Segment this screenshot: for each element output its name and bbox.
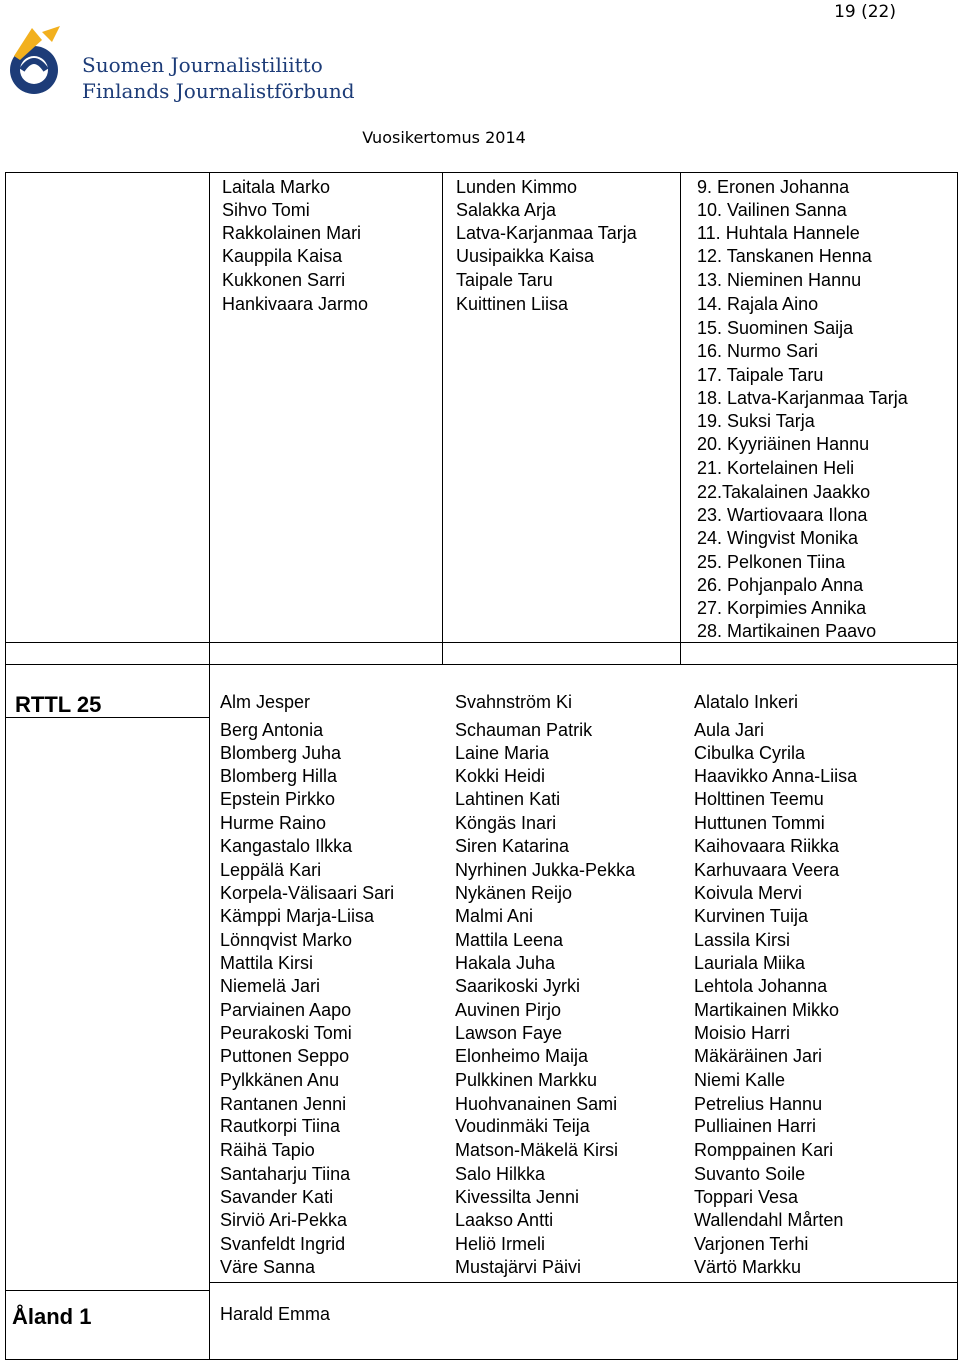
- list-item: Hankivaara Jarmo: [222, 294, 369, 314]
- list-item: Kurvinen Tuija: [694, 906, 809, 926]
- list-item: Saarikoski Jyrki: [455, 976, 581, 996]
- list-item: Koivula Mervi: [694, 883, 803, 903]
- list-item: Lassila Kirsi: [694, 930, 791, 950]
- section-label-rttl: RTTL 25: [15, 692, 102, 717]
- list-item: Blomberg Hilla: [220, 766, 338, 786]
- logo-line-2: Finlands Journalistförbund: [82, 79, 355, 103]
- list-item: Savander Kati: [220, 1187, 334, 1207]
- list-item: 9. Eronen Johanna: [697, 177, 850, 197]
- list-item: Heliö Irmeli: [455, 1234, 546, 1254]
- list-item: Nykänen Reijo: [455, 883, 573, 903]
- list-item: Mäkäräinen Jari: [694, 1046, 823, 1066]
- list-item: Lönnqvist Marko: [220, 930, 353, 950]
- list-item: Leppälä Kari: [220, 860, 322, 880]
- list-item: Petrelius Hannu: [694, 1094, 823, 1114]
- list-item: Alm Jesper: [220, 692, 311, 712]
- list-item: Kuittinen Liisa: [456, 294, 569, 314]
- list-item: Harald Emma: [220, 1304, 331, 1324]
- list-item: Huohvanainen Sami: [455, 1094, 618, 1114]
- list-item: 21. Kortelainen Heli: [697, 458, 855, 478]
- list-item: 25. Pelkonen Tiina: [697, 552, 846, 572]
- list-item: Niemi Kalle: [694, 1070, 786, 1090]
- list-item: Siren Katarina: [455, 836, 570, 856]
- list-item: Blomberg Juha: [220, 743, 342, 763]
- list-item: 27. Korpimies Annika: [697, 598, 867, 618]
- list-item: Suvanto Soile: [694, 1164, 806, 1184]
- list-item: Pulkkinen Markku: [455, 1070, 598, 1090]
- list-item: Laitala Marko: [222, 177, 331, 197]
- list-item: 23. Wartiovaara Ilona: [697, 505, 868, 525]
- list-item: 22.Takalainen Jaakko: [697, 482, 871, 502]
- list-item: Niemelä Jari: [220, 976, 321, 996]
- list-item: 14. Rajala Aino: [697, 294, 819, 314]
- list-item: Wallendahl Mårten: [694, 1210, 844, 1230]
- list-item: Kukkonen Sarri: [222, 270, 346, 290]
- section-label-aland: Åland 1: [12, 1304, 92, 1329]
- logo-line-1: Suomen Journalistiliitto: [82, 53, 323, 77]
- list-item: Rantanen Jenni: [220, 1094, 347, 1114]
- list-item: Rakkolainen Mari: [222, 223, 362, 243]
- list-item: Rautkorpi Tiina: [220, 1116, 341, 1136]
- list-item: Räihä Tapio: [220, 1140, 315, 1160]
- list-item: Toppari Vesa: [694, 1187, 799, 1207]
- list-item: Malmi Ani: [455, 906, 534, 926]
- list-item: Svahnström Ki: [455, 692, 573, 712]
- list-item: Aula Jari: [694, 720, 765, 740]
- list-item: Värtö Markku: [694, 1257, 802, 1277]
- list-item: Hakala Juha: [455, 953, 556, 973]
- list-item: Köngäs Inari: [455, 813, 557, 833]
- list-item: Mattila Leena: [455, 930, 564, 950]
- list-item: 19. Suksi Tarja: [697, 411, 815, 431]
- organization-logo: [2, 22, 355, 103]
- list-item: 24. Wingvist Monika: [697, 528, 859, 548]
- list-item: Santaharju Tiina: [220, 1164, 351, 1184]
- list-item: Huttunen Tommi: [694, 813, 825, 833]
- list-item: Berg Antonia: [220, 720, 324, 740]
- list-item: Alatalo Inkeri: [694, 692, 799, 712]
- list-item: Sihvo Tomi: [222, 200, 310, 220]
- list-item: Uusipaikka Kaisa: [456, 246, 595, 266]
- list-item: 17. Taipale Taru: [697, 365, 824, 385]
- list-item: Lunden Kimmo: [456, 177, 578, 197]
- list-item: Laakso Antti: [455, 1210, 554, 1230]
- list-item: 10. Vailinen Sanna: [697, 200, 847, 220]
- list-item: Schauman Patrik: [455, 720, 593, 740]
- list-item: 18. Latva-Karjanmaa Tarja: [697, 388, 908, 408]
- list-item: Salakka Arja: [456, 200, 557, 220]
- list-item: Kaihovaara Riikka: [694, 836, 840, 856]
- list-item: Kämppi Marja-Liisa: [220, 906, 375, 926]
- list-item: Kivessilta Jenni: [455, 1187, 580, 1207]
- list-item: Mattila Kirsi: [220, 953, 314, 973]
- list-item: 15. Suominen Saija: [697, 318, 854, 338]
- report-title: Vuosikertomus 2014: [362, 128, 526, 147]
- list-item: Elonheimo Maija: [455, 1046, 589, 1066]
- list-item: Martikainen Mikko: [694, 1000, 840, 1020]
- list-item: Pulliainen Harri: [694, 1116, 817, 1136]
- list-item: Lahtinen Kati: [455, 789, 561, 809]
- list-item: Parviainen Aapo: [220, 1000, 352, 1020]
- list-item: Voudinmäki Teija: [455, 1116, 590, 1136]
- list-item: Salo Hilkka: [455, 1164, 546, 1184]
- list-item: Cibulka Cyrila: [694, 743, 806, 763]
- list-item: Sirviö Ari-Pekka: [220, 1210, 348, 1230]
- list-item: Karhuvaara Veera: [694, 860, 840, 880]
- list-item: Mustajärvi Päivi: [455, 1257, 582, 1277]
- list-item: Moisio Harri: [694, 1023, 791, 1043]
- list-item: Lawson Faye: [455, 1023, 563, 1043]
- list-item: Matson-Mäkelä Kirsi: [455, 1140, 619, 1160]
- list-item: Nyrhinen Jukka-Pekka: [455, 860, 636, 880]
- list-item: 13. Nieminen Hannu: [697, 270, 862, 290]
- list-item: Lehtola Johanna: [694, 976, 828, 996]
- list-item: Romppainen Kari: [694, 1140, 834, 1160]
- list-item: Väre Sanna: [220, 1257, 316, 1277]
- list-item: 20. Kyyriäinen Hannu: [697, 434, 870, 454]
- list-item: 12. Tanskanen Henna: [697, 246, 872, 266]
- list-item: Pylkkänen Anu: [220, 1070, 340, 1090]
- list-item: 11. Huhtala Hannele: [697, 223, 860, 243]
- list-item: Korpela-Välisaari Sari: [220, 883, 395, 903]
- list-item: Kauppila Kaisa: [222, 246, 343, 266]
- list-item: Peurakoski Tomi: [220, 1023, 352, 1043]
- page-number: 19 (22): [834, 2, 896, 22]
- list-item: Puttonen Seppo: [220, 1046, 350, 1066]
- list-item: Laine Maria: [455, 743, 550, 763]
- list-item: Hurme Raino: [220, 813, 327, 833]
- list-item: 26. Pohjanpalo Anna: [697, 575, 864, 595]
- list-item: Haavikko Anna-Liisa: [694, 766, 858, 786]
- list-item: Kangastalo Ilkka: [220, 836, 353, 856]
- list-item: Svanfeldt Ingrid: [220, 1234, 346, 1254]
- list-item: Lauriala Miika: [694, 953, 806, 973]
- list-item: Auvinen Pirjo: [455, 1000, 562, 1020]
- list-item: Varjonen Terhi: [694, 1234, 809, 1254]
- logo-emblem-icon: [2, 22, 82, 102]
- list-item: Taipale Taru: [456, 270, 553, 290]
- list-item: 28. Martikainen Paavo: [697, 621, 877, 641]
- list-item: Latva-Karjanmaa Tarja: [456, 223, 637, 243]
- list-item: Holttinen Teemu: [694, 789, 824, 809]
- list-item: 16. Nurmo Sari: [697, 341, 819, 361]
- list-item: Kokki Heidi: [455, 766, 546, 786]
- list-item: Epstein Pirkko: [220, 789, 336, 809]
